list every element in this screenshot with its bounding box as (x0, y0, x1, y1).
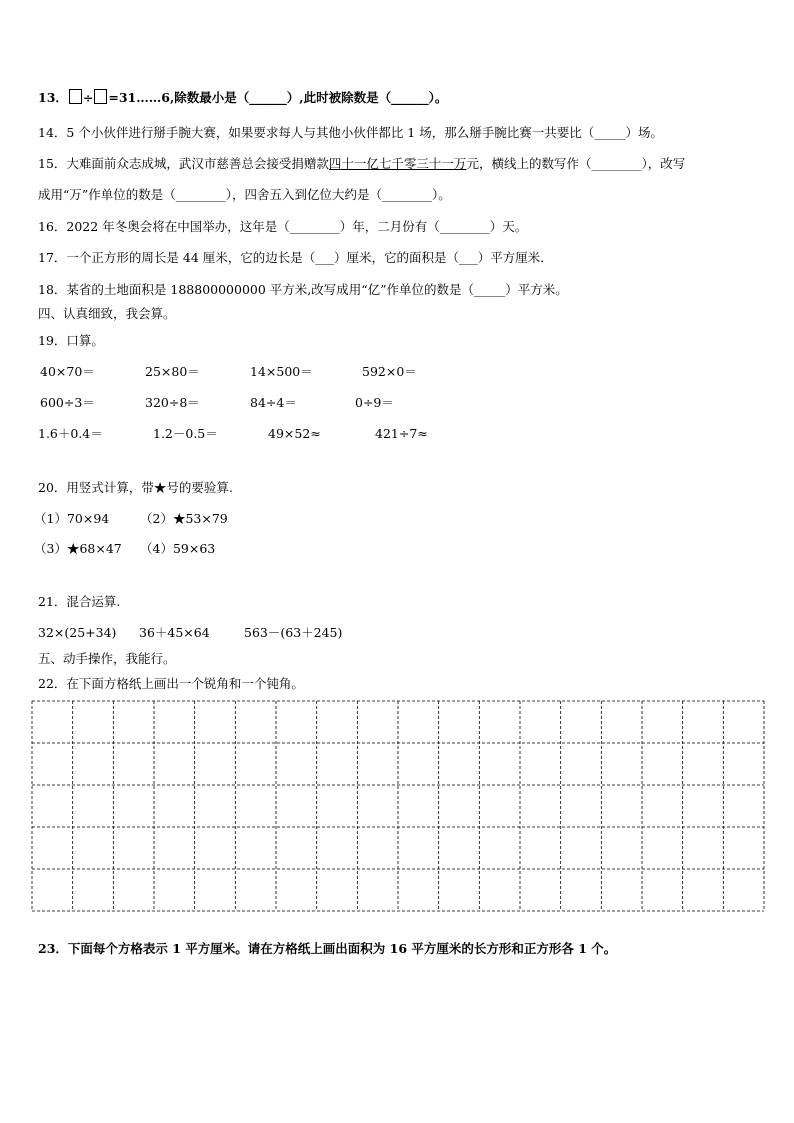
vertical-item: （2）★53×79 (140, 511, 228, 526)
oral-item: 84÷4＝ (250, 395, 297, 410)
mixed-item: 32×(25+34) (38, 625, 117, 640)
oral-item: 25×80＝ (145, 364, 200, 379)
blank-box (69, 89, 82, 104)
oral-item: 1.2－0.5＝ (153, 426, 218, 441)
oral-item: 421÷7≈ (375, 426, 428, 441)
section-4-title: 四、认真细致，我会算。 (38, 306, 176, 321)
question-14: 14．5 个小伙伴进行掰手腕大赛，如果要求每人与其他小伙伴都比 1 场，那么掰手腕比赛一共要比（_____）场。 (38, 125, 663, 140)
drawing-grid[interactable] (31, 700, 765, 912)
question-21: 21．混合运算. (38, 594, 121, 609)
question-16: 16．2022 年冬奥会将在中国举办，这年是（________）年，二月份有（________）天。 (38, 219, 528, 234)
q15-text-a: 15．大难面前众志成城，武汉市慈善总会接受捐赠款 (38, 156, 329, 171)
oral-item: 320÷8＝ (145, 395, 200, 410)
oral-item: 600÷3＝ (40, 395, 95, 410)
mixed-item: 563－(63＋245) (244, 625, 343, 640)
q15-text-b: 元，横线上的数写作（________），改写 (466, 156, 686, 171)
oral-item: 49×52≈ (268, 426, 321, 441)
oral-item: 0÷9＝ (355, 395, 394, 410)
q13-text: =31……6,除数最小是（______）,此时被除数是（______）。 (108, 90, 448, 105)
question-13 (38, 89, 447, 106)
oral-item: 40×70＝ (40, 364, 95, 379)
mixed-item: 36＋45×64 (139, 625, 210, 640)
question-22: 22．在下面方格纸上画出一个锐角和一个钝角。 (38, 676, 304, 691)
question-23: 23．下面每个方格表示 1 平方厘米。请在方格纸上画出面积为 16 平方厘米的长方形和正方形各 1 个。 (38, 941, 617, 956)
oral-item: 14×500＝ (250, 364, 313, 379)
section-5-title: 五、动手操作，我能行。 (38, 651, 176, 666)
vertical-item: （4）59×63 (140, 541, 216, 556)
vertical-item: （3）★68×47 (34, 541, 122, 556)
question-19: 19．口算。 (38, 333, 104, 348)
q13-operator: ÷ (82, 90, 94, 105)
q13-number: 13． (38, 90, 68, 105)
oral-item: 1.6＋0.4＝ (38, 426, 103, 441)
oral-item: 592×0＝ (362, 364, 417, 379)
vertical-item: （1）70×94 (34, 511, 110, 526)
question-15-line2: 成用“万”作单位的数是（________），四舍五入到亿位大约是（________）。 (38, 187, 451, 202)
question-15 (38, 156, 685, 172)
question-20: 20．用竖式计算，带★号的要验算. (38, 480, 233, 495)
blank-box (94, 89, 107, 104)
q15-underlined: 四十一亿七千零三十一万 (328, 156, 467, 171)
question-18: 18．某省的土地面积是 188800000000 平方米,改写成用“亿”作单位的数是（_____）平方米。 (38, 282, 568, 297)
question-17: 17．一个正方形的周长是 44 厘米，它的边长是（___）厘米，它的面积是（___）平方厘米． (38, 250, 553, 265)
